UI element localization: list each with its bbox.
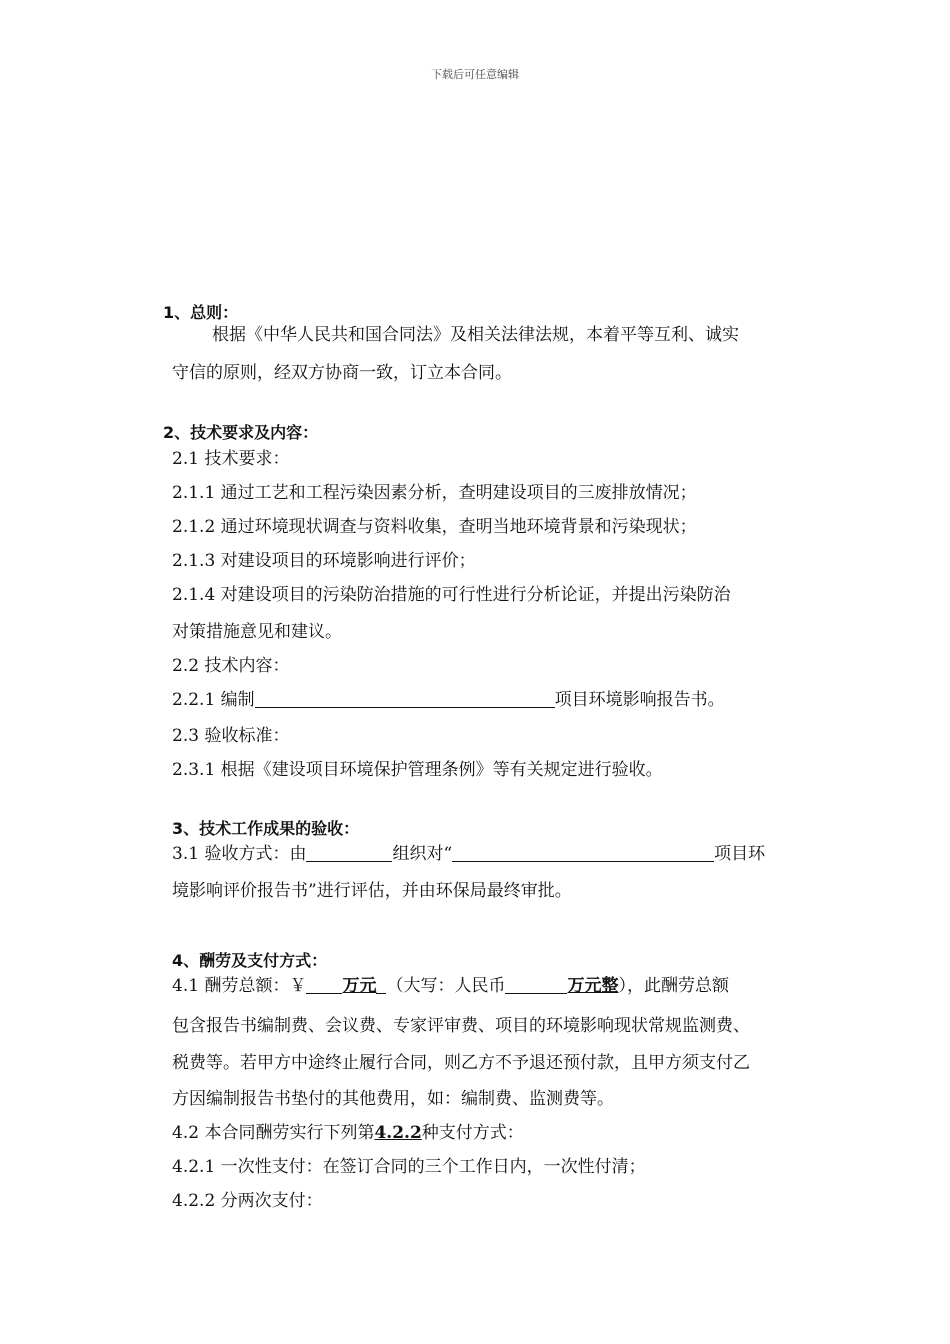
fee-total-prefix: 4.1 酬劳总额：￥	[172, 976, 307, 996]
payment-method-choice: 4.2.2	[374, 1123, 422, 1143]
section-2-title: 2、技术要求及内容：	[163, 423, 319, 442]
clause-3-1-line-1	[172, 842, 765, 866]
clause-4-1-line-2: 包含报告书编制费、会议费、专家评审费、项目的环境影响现状常规监测费、	[172, 1016, 750, 1036]
clause-4-2-2: 4.2.2 分两次支付：	[172, 1191, 323, 1211]
clause-2-1: 2.1 技术要求：	[172, 449, 290, 469]
clause-4-1-line-3: 税费等。若甲方中途终止履行合同，则乙方不予退还预付款，且甲方须支付乙	[172, 1053, 750, 1073]
fee-unit: 万元	[342, 976, 377, 996]
clause-2-1-3: 2.1.3 对建设项目的环境影响进行评价；	[172, 551, 476, 571]
clause-2-1-4-line-2: 对策措施意见和建议。	[172, 622, 342, 642]
clause-3-1-middle: 组织对“	[392, 844, 453, 864]
clause-4-2-prefix: 4.2 本合同酬劳实行下列第	[172, 1123, 375, 1143]
fee-capital-blank[interactable]	[505, 975, 567, 994]
clause-3-1-line-2: 境影响评价报告书”进行评估，并由环保局最终审批。	[172, 881, 572, 901]
fee-unit-underline-tail	[376, 975, 386, 994]
clause-4-2-1: 4.2.1 一次性支付：在签订合同的三个工作日内，一次性付清；	[172, 1157, 646, 1177]
project-name-blank-2[interactable]	[452, 843, 714, 862]
clause-4-1-line-4: 方因编制报告书垫付的其他费用，如：编制费、监测费等。	[172, 1089, 614, 1109]
clause-3-1-suffix: 项目环	[714, 844, 766, 864]
page-header: 下载后可任意编辑	[431, 68, 519, 81]
clause-3-1-prefix: 3.1 验收方式：由	[172, 844, 307, 864]
fee-amount-blank[interactable]	[306, 975, 342, 994]
section-1-paragraph-line-1: 根据《中华人民共和国合同法》及相关法律法规，本着平等互利、诚实	[212, 325, 739, 345]
clause-2-1-4-line-1: 2.1.4 对建设项目的污染防治措施的可行性进行分析论证，并提出污染防治	[172, 585, 731, 605]
clause-4-2-suffix: 种支付方式：	[421, 1123, 524, 1143]
fee-total-suffix: ），此酬劳总额	[618, 976, 729, 996]
clause-4-2	[172, 1121, 524, 1145]
fee-capital-prefix: （大写：人民币	[386, 976, 506, 996]
section-1-paragraph-line-2: 守信的原则，经双方协商一致，订立本合同。	[172, 363, 512, 383]
project-name-blank[interactable]	[255, 689, 555, 708]
clause-2-2-1-suffix: 项目环境影响报告书。	[554, 690, 725, 710]
fee-capital-unit: 万元整	[567, 976, 619, 996]
section-4-title: 4、酬劳及支付方式：	[172, 951, 328, 970]
clause-2-2: 2.2 技术内容：	[172, 656, 290, 676]
section-1-title: 1、总则：	[163, 303, 239, 322]
clause-2-3: 2.3 验收标准：	[172, 726, 290, 746]
clause-2-2-1-prefix: 2.2.1 编制	[172, 690, 255, 710]
organizer-blank[interactable]	[306, 843, 392, 862]
section-3-title: 3、技术工作成果的验收：	[172, 819, 360, 838]
clause-2-1-2: 2.1.2 通过环境现状调查与资料收集，查明当地环境背景和污染现状；	[172, 517, 697, 537]
clause-2-3-1: 2.3.1 根据《建设项目环境保护管理条例》等有关规定进行验收。	[172, 760, 663, 780]
clause-2-2-1	[172, 688, 725, 712]
clause-4-1-line-1	[172, 974, 729, 998]
clause-2-1-1: 2.1.1 通过工艺和工程污染因素分析，查明建设项目的三废排放情况；	[172, 483, 697, 503]
